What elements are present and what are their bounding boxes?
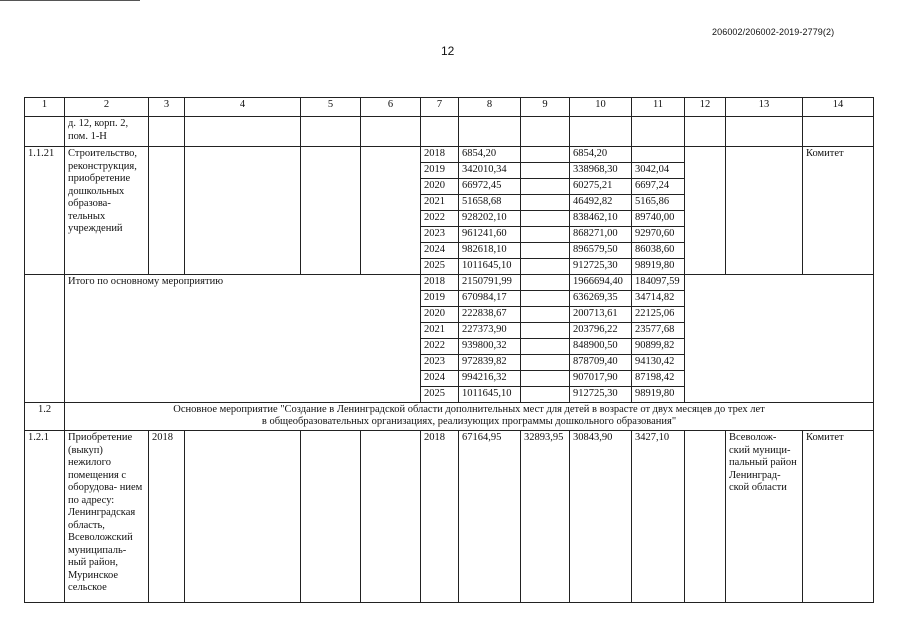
total-cell: 222838,67: [459, 307, 521, 323]
empty-cell: [301, 117, 361, 147]
local-cell: 184097,59: [632, 275, 685, 291]
year-cell: 2024: [421, 371, 459, 387]
year-cell: 2025: [421, 387, 459, 403]
local-cell: 98919,80: [632, 259, 685, 275]
column-header: 10: [570, 98, 632, 117]
year-cell: 2025: [421, 259, 459, 275]
year-cell: 2020: [421, 307, 459, 323]
local-cell: 98919,80: [632, 387, 685, 403]
local-cell: 86038,60: [632, 243, 685, 259]
table-row: [25, 147, 874, 163]
empty-cell: [685, 275, 874, 403]
column-header: 8: [459, 98, 521, 117]
empty-cell: [301, 431, 361, 603]
local-cell: 6697,24: [632, 179, 685, 195]
regional-cell: 46492,82: [570, 195, 632, 211]
total-cell: 342010,34: [459, 163, 521, 179]
column-header: 3: [149, 98, 185, 117]
start-year-cell: 2018: [149, 431, 185, 603]
total-cell: 994216,32: [459, 371, 521, 387]
subtotal-label: Итого по основному мероприятию: [65, 275, 421, 403]
empty-cell: [726, 117, 803, 147]
empty-cell: [361, 147, 421, 275]
federal-cell: [521, 339, 570, 355]
total-cell: 2150791,99: [459, 275, 521, 291]
empty-cell: [632, 117, 685, 147]
column-header: 5: [301, 98, 361, 117]
total-cell: 1011645,10: [459, 387, 521, 403]
empty-cell: [685, 147, 726, 275]
year-cell: 2018: [421, 275, 459, 291]
section-title-line: в общеобразовательных организациях, реализующих программы дошкольного образования": [261, 416, 677, 427]
federal-cell: [521, 147, 570, 163]
regional-cell: 912725,30: [570, 259, 632, 275]
empty-cell: [361, 117, 421, 147]
year-cell: 2019: [421, 163, 459, 179]
empty-cell: [685, 117, 726, 147]
local-cell: 5165,86: [632, 195, 685, 211]
executor-cell: Комитет: [803, 147, 874, 275]
local-cell: 89740,00: [632, 211, 685, 227]
regional-cell: 60275,21: [570, 179, 632, 195]
column-header: 14: [803, 98, 874, 117]
column-header: 4: [185, 98, 301, 117]
total-cell: 67164,95: [459, 431, 521, 603]
total-cell: 972839,82: [459, 355, 521, 371]
federal-cell: [521, 195, 570, 211]
empty-cell: [459, 117, 521, 147]
federal-cell: [521, 259, 570, 275]
total-cell: 51658,68: [459, 195, 521, 211]
year-cell: 2019: [421, 291, 459, 307]
total-cell: 66972,45: [459, 179, 521, 195]
table-row: [25, 403, 874, 431]
column-header: 12: [685, 98, 726, 117]
column-header: 1: [25, 98, 65, 117]
year-cell: 2023: [421, 355, 459, 371]
empty-cell: [185, 117, 301, 147]
local-cell: 94130,42: [632, 355, 685, 371]
executor-cell: Комитет: [803, 431, 874, 603]
federal-cell: [521, 227, 570, 243]
year-cell: 2018: [421, 147, 459, 163]
federal-cell: [521, 211, 570, 227]
federal-cell: 32893,95: [521, 431, 570, 603]
empty-cell: [25, 275, 65, 403]
empty-cell: [185, 147, 301, 275]
federal-cell: [521, 179, 570, 195]
regional-cell: 203796,22: [570, 323, 632, 339]
empty-cell: [726, 147, 803, 275]
table-row: [25, 117, 874, 147]
local-cell: 23577,68: [632, 323, 685, 339]
column-header: 11: [632, 98, 685, 117]
local-cell: 92970,60: [632, 227, 685, 243]
table-row: [25, 431, 874, 603]
regional-cell: 200713,61: [570, 307, 632, 323]
regional-cell: 907017,90: [570, 371, 632, 387]
regional-cell: 912725,30: [570, 387, 632, 403]
year-cell: 2022: [421, 211, 459, 227]
local-cell: [632, 147, 685, 163]
empty-cell: [149, 147, 185, 275]
federal-cell: [521, 355, 570, 371]
table-row: [25, 98, 874, 117]
local-cell: 3427,10: [632, 431, 685, 603]
federal-cell: [521, 371, 570, 387]
row-number-cell: [25, 117, 65, 147]
page-number: 12: [441, 44, 455, 58]
total-cell: 939800,32: [459, 339, 521, 355]
regional-cell: 848900,50: [570, 339, 632, 355]
year-cell: 2024: [421, 243, 459, 259]
section-number: 1.2: [25, 403, 65, 431]
federal-cell: [521, 307, 570, 323]
federal-cell: [521, 163, 570, 179]
year-cell: 2023: [421, 227, 459, 243]
column-header: 6: [361, 98, 421, 117]
regional-cell: 338968,30: [570, 163, 632, 179]
local-cell: 22125,06: [632, 307, 685, 323]
program-table: [24, 97, 874, 603]
address-cell: д. 12, корп. 2, пом. 1-Н: [65, 117, 149, 147]
regional-cell: 1966694,40: [570, 275, 632, 291]
item-number: 1.1.21: [25, 147, 65, 275]
total-cell: 928202,10: [459, 211, 521, 227]
local-cell: 90899,82: [632, 339, 685, 355]
empty-cell: [149, 117, 185, 147]
regional-cell: 30843,90: [570, 431, 632, 603]
total-cell: 670984,17: [459, 291, 521, 307]
regional-cell: 636269,35: [570, 291, 632, 307]
other-cell: [685, 431, 726, 603]
federal-cell: [521, 243, 570, 259]
federal-cell: [521, 291, 570, 307]
total-cell: 6854,20: [459, 147, 521, 163]
regional-cell: 868271,00: [570, 227, 632, 243]
column-header: 13: [726, 98, 803, 117]
total-cell: 227373,90: [459, 323, 521, 339]
item-name: Строительство, реконструкция, приобретение дошкольных образова- тельных учреждений: [65, 147, 149, 275]
recipient-cell: Всеволож- ский муници- пальный район Ленинград- ской области: [726, 431, 803, 603]
empty-cell: [185, 431, 301, 603]
section-title: [65, 403, 874, 431]
year-cell: 2021: [421, 195, 459, 211]
column-header: 7: [421, 98, 459, 117]
local-cell: 34714,82: [632, 291, 685, 307]
empty-cell: [570, 117, 632, 147]
table-row: [25, 275, 874, 291]
local-cell: 3042,04: [632, 163, 685, 179]
regional-cell: 896579,50: [570, 243, 632, 259]
local-cell: 87198,42: [632, 371, 685, 387]
federal-cell: [521, 387, 570, 403]
total-cell: 982618,10: [459, 243, 521, 259]
year-cell: 2020: [421, 179, 459, 195]
federal-cell: [521, 323, 570, 339]
year-cell: 2021: [421, 323, 459, 339]
year-cell: 2022: [421, 339, 459, 355]
regional-cell: 838462,10: [570, 211, 632, 227]
column-header: 9: [521, 98, 570, 117]
regional-cell: 6854,20: [570, 147, 632, 163]
scan-edge-line: [0, 0, 140, 1]
empty-cell: [361, 431, 421, 603]
year-cell: 2018: [421, 431, 459, 603]
item-number: 1.2.1: [25, 431, 65, 603]
empty-cell: [301, 147, 361, 275]
total-cell: 1011645,10: [459, 259, 521, 275]
section-title-line: Основное мероприятие "Создание в Ленинградской области дополнительных мест для детей в возрасте от двух месяцев до трех лет: [173, 404, 765, 415]
document-id: 206002/206002-2019-2779(2): [712, 27, 835, 37]
federal-cell: [521, 275, 570, 291]
empty-cell: [421, 117, 459, 147]
empty-cell: [521, 117, 570, 147]
empty-cell: [803, 117, 874, 147]
item-name: Приобретение (выкуп) нежилого помещения с оборудова- нием по адресу: Ленинградская область, Всеволожский муниципаль- ный район, Муринское сельское: [65, 431, 149, 603]
regional-cell: 878709,40: [570, 355, 632, 371]
total-cell: 961241,60: [459, 227, 521, 243]
column-header: 2: [65, 98, 149, 117]
